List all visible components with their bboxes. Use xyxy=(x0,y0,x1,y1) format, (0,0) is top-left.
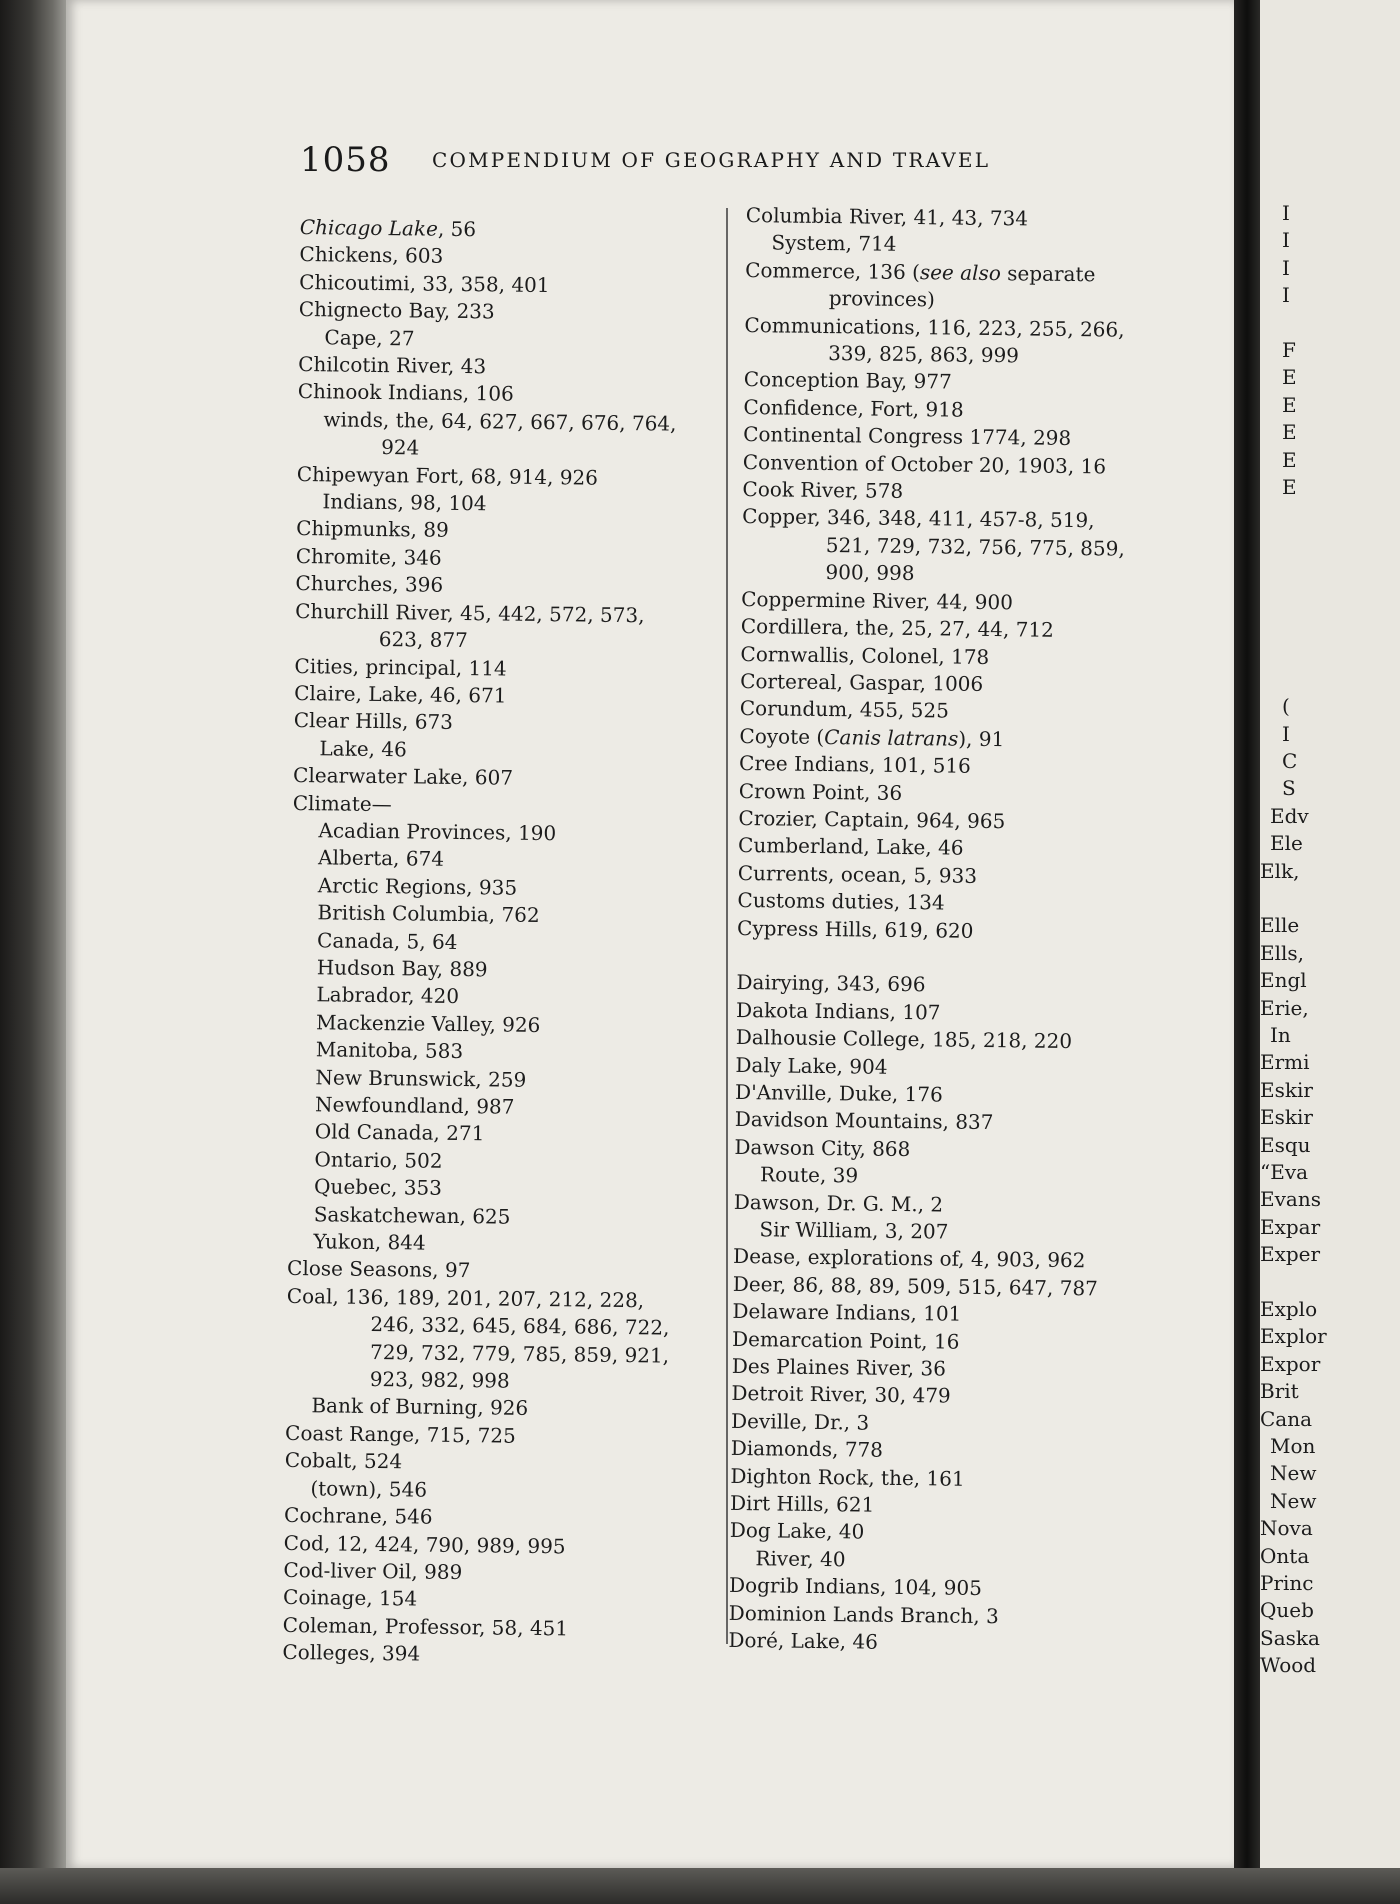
index-entry xyxy=(737,915,1173,948)
index-entry xyxy=(728,1627,1164,1660)
index-entry-text: Chipewyan Fort, 68, 914, 926 xyxy=(296,461,599,490)
index-entry-text: Bank of Burning, 926 xyxy=(311,1393,529,1421)
index-entry-text: Arctic Regions, 935 xyxy=(317,873,518,900)
index-entry-text: 923, 982, 998 xyxy=(369,1367,510,1393)
facing-page-fragment: Edv xyxy=(1270,803,1309,828)
index-entry-text: Chromite, 346 xyxy=(295,543,442,570)
facing-page-fragment: Cana xyxy=(1260,1406,1313,1431)
book-spine-edge xyxy=(0,0,66,1904)
facing-page-fragment: Ele xyxy=(1270,831,1303,856)
index-entry-text: Detroit River, 30, 479 xyxy=(731,1381,951,1409)
index-entry-text: Claire, Lake, 46, 671 xyxy=(294,680,507,708)
index-entry-text: Copper, 346, 348, 411, 457-8, 519, xyxy=(742,504,1095,533)
index-entry-text: Coppermine River, 44, 900 xyxy=(741,586,1014,614)
index-entry-text: Manitoba, 583 xyxy=(315,1037,464,1064)
index-entry-text: Deer, 86, 88, 89, 509, 515, 647, 787 xyxy=(732,1271,1099,1301)
facing-page-fragment: Brit xyxy=(1260,1379,1299,1404)
index-entry-text: Cypress Hills, 619, 620 xyxy=(736,915,974,943)
facing-page-fragment: Evans xyxy=(1260,1187,1321,1212)
facing-page-fragment: Onta xyxy=(1260,1543,1310,1568)
facing-page-fragment: ( xyxy=(1282,694,1290,719)
facing-page-fragment: E xyxy=(1282,365,1297,390)
facing-page-fragment: Expar xyxy=(1260,1214,1321,1239)
index-entry-text: Dirt Hills, 621 xyxy=(729,1490,875,1517)
facing-page-fragment: E xyxy=(1282,447,1297,472)
facing-page-fragment: Expor xyxy=(1260,1351,1321,1376)
index-entry-text: Cochrane, 546 xyxy=(283,1502,433,1529)
index-entry xyxy=(284,1502,699,1534)
facing-page-fragment: E xyxy=(1282,392,1297,417)
index-entry-text: River, 40 xyxy=(755,1546,846,1572)
index-entry-text: Labrador, 420 xyxy=(316,982,460,1009)
index-entry-text: Ontario, 502 xyxy=(314,1147,443,1173)
index-entry-text: Dogrib Indians, 104, 905 xyxy=(728,1573,983,1601)
facing-page-fragment: Nova xyxy=(1260,1516,1313,1541)
index-entry-text: Demarcation Point, 16 xyxy=(731,1326,960,1354)
index-entry-text: 339, 825, 863, 999 xyxy=(828,341,1020,368)
index-entry-text: Coast Range, 715, 725 xyxy=(284,1420,516,1448)
index-entry-text: Crown Point, 36 xyxy=(738,778,903,805)
facing-page-fragment: Esqu xyxy=(1260,1132,1311,1157)
facing-page-fragment: Wood xyxy=(1260,1653,1317,1678)
index-entry-text: Doré, Lake, 46 xyxy=(728,1628,879,1654)
index-entry-text: Confidence, Fort, 918 xyxy=(743,394,964,422)
index-entry-text: System, 714 xyxy=(771,230,897,257)
index-entry-text: 623, 877 xyxy=(378,627,469,653)
index-entry-text: Clear Hills, 673 xyxy=(293,708,454,735)
index-entry-text: Old Canada, 271 xyxy=(314,1119,485,1146)
index-entry-text: D'Anville, Duke, 176 xyxy=(734,1079,943,1107)
facing-page-fragment: Erie, xyxy=(1260,995,1309,1020)
index-entry-text: Lake, 46 xyxy=(319,735,407,762)
facing-page-fragment: I xyxy=(1282,255,1290,280)
index-entry-text: Dawson City, 868 xyxy=(734,1134,911,1161)
index-entry-text: Dawson, Dr. G. M., 2 xyxy=(733,1189,944,1217)
index-entry-text: Chipmunks, 89 xyxy=(296,516,449,543)
index-entry-text: Cumberland, Lake, 46 xyxy=(737,833,964,861)
facing-page-fragment: I xyxy=(1282,721,1290,746)
column-divider xyxy=(726,208,728,1644)
index-entry-text: Dease, explorations of, 4, 903, 962 xyxy=(732,1244,1086,1273)
index-entry-text: Des Plaines River, 36 xyxy=(731,1353,947,1381)
index-entry-text: 521, 729, 732, 756, 775, 859, xyxy=(825,532,1125,561)
index-entry-text: British Columbia, 762 xyxy=(317,900,540,928)
index-entry-text: provinces) xyxy=(828,286,936,312)
index-entry-text: Diamonds, 778 xyxy=(730,1436,884,1463)
index-entry-text: Coinage, 154 xyxy=(282,1585,418,1611)
facing-page-fragment: Princ xyxy=(1260,1571,1314,1595)
index-entry-text: Saskatchewan, 625 xyxy=(313,1201,511,1229)
index-entry-text: Columbia River, 41, 43, 734 xyxy=(745,202,1029,231)
index-entry-text: (town), 546 xyxy=(310,1475,428,1502)
index-entry-text: Cobalt, 524 xyxy=(284,1448,403,1474)
facing-page-fragment: Ermi xyxy=(1260,1050,1310,1075)
index-entry-text: winds, the, 64, 627, 667, 676, 764, xyxy=(323,407,677,436)
facing-page xyxy=(1260,0,1400,1890)
book-gutter xyxy=(1234,0,1260,1904)
facing-page-fragment: I xyxy=(1282,228,1290,253)
index-entry-text: Crozier, Captain, 964, 965 xyxy=(738,805,1006,834)
page-bottom-edge xyxy=(0,1868,1400,1904)
index-entry-text: Cortereal, Gaspar, 1006 xyxy=(740,668,984,696)
index-entry-text: Chicoutimi, 33, 358, 401 xyxy=(299,269,550,297)
page-number: 1058 xyxy=(300,140,391,180)
index-entry-text: Coyote (Canis latrans), 91 xyxy=(739,723,1005,751)
index-entry-text: Chinook Indians, 106 xyxy=(297,379,514,407)
index-entry-text: Churchill River, 45, 442, 572, 573, xyxy=(295,598,645,627)
index-entry-text: Delaware Indians, 101 xyxy=(732,1299,962,1326)
index-entry-text: Dalhousie College, 185, 218, 220 xyxy=(735,1025,1073,1054)
index-entry-text: Clearwater Lake, 607 xyxy=(292,763,514,790)
facing-page-fragment: S xyxy=(1282,776,1296,801)
index-entry-text: Cook River, 578 xyxy=(742,477,904,504)
index-entry-text: Chickens, 603 xyxy=(299,242,444,269)
index-entry-text: Alberta, 674 xyxy=(317,845,445,872)
index-entry-text: Chignecto Bay, 233 xyxy=(298,297,495,324)
index-entry-text: 900, 998 xyxy=(825,560,915,586)
index-entry-text: Yukon, 844 xyxy=(313,1229,426,1255)
facing-page-fragment: I xyxy=(1282,201,1290,225)
index-entry xyxy=(293,762,708,794)
facing-page-fragment: E xyxy=(1282,475,1297,499)
index-entry-text: Chilcotin River, 43 xyxy=(298,352,487,379)
index-entry-text: Communications, 116, 223, 255, 266, xyxy=(744,312,1125,342)
index-entry-text: Dominion Lands Branch, 3 xyxy=(728,1600,999,1628)
facing-page-fragment: Elk, xyxy=(1260,858,1300,883)
index-entry-text: Dog Lake, 40 xyxy=(729,1518,865,1545)
index-entry-text: Hudson Bay, 889 xyxy=(316,955,488,982)
index-entry-text: Cape, 27 xyxy=(324,324,415,351)
index-entry-text: Conception Bay, 977 xyxy=(743,367,952,394)
index-entry-text: Climate— xyxy=(292,790,392,816)
facing-page-fragment: In xyxy=(1270,1023,1291,1047)
index-entry-text: Quebec, 353 xyxy=(313,1174,443,1201)
index-entry-text: Newfoundland, 987 xyxy=(314,1092,515,1119)
index-entry-text: Canada, 5, 64 xyxy=(316,927,458,954)
index-entry-text: Continental Congress 1774, 298 xyxy=(743,422,1072,451)
index-entry xyxy=(282,1639,697,1671)
index-entry-continuation xyxy=(295,625,710,657)
index-entry-text: Route, 39 xyxy=(759,1162,859,1188)
index-entry-text: Cod, 12, 424, 790, 989, 995 xyxy=(283,1530,566,1558)
index-entry-text: Corundum, 455, 525 xyxy=(739,696,950,723)
index-column-right xyxy=(728,202,1182,1660)
facing-page-fragment: Eskir xyxy=(1260,1077,1313,1102)
index-entry-text: Sir William, 3, 207 xyxy=(759,1217,949,1244)
index-entry-text: Dighton Rock, the, 161 xyxy=(730,1463,965,1491)
index-entry-text: Cornwallis, Colonel, 178 xyxy=(740,641,990,669)
facing-page-fragment: C xyxy=(1282,749,1298,773)
index-entry-text: Coleman, Professor, 58, 451 xyxy=(282,1612,569,1641)
index-entry-text: Customs duties, 134 xyxy=(737,888,945,915)
facing-page-fragment: Explor xyxy=(1260,1324,1327,1349)
facing-page-fragment: Elle xyxy=(1260,913,1300,938)
facing-page-fragment: Engl xyxy=(1260,968,1307,993)
index-entry-text: Deville, Dr., 3 xyxy=(730,1408,870,1435)
running-title: COMPENDIUM OF GEOGRAPHY AND TRAVEL xyxy=(432,148,991,172)
facing-page-fragment: “Eva xyxy=(1260,1160,1309,1184)
facing-page-fragment: I xyxy=(1282,283,1290,308)
facing-page-fragment: Saska xyxy=(1260,1625,1320,1650)
index-entry-text: Dakota Indians, 107 xyxy=(735,997,941,1025)
index-entry-text: New Brunswick, 259 xyxy=(315,1064,527,1092)
facing-page-fragment: Mon xyxy=(1270,1434,1316,1458)
index-entry-text: Cod-liver Oil, 989 xyxy=(283,1557,463,1584)
index-entry-text: Chicago Lake, 56 xyxy=(299,214,477,242)
index-entry-text: Davidson Mountains, 837 xyxy=(734,1107,994,1135)
facing-page-fragment: Ells, xyxy=(1260,940,1305,965)
index-entry-text: Cree Indians, 101, 516 xyxy=(738,751,971,778)
index-entry-text: Churches, 396 xyxy=(295,571,444,598)
index-entry-text: Daly Lake, 904 xyxy=(735,1052,888,1079)
facing-page-fragment: Eskir xyxy=(1260,1105,1313,1130)
facing-page-fragment: E xyxy=(1282,420,1297,445)
index-entry-text: Mackenzie Valley, 926 xyxy=(315,1010,541,1037)
facing-page-fragment: Queb xyxy=(1260,1598,1314,1623)
index-entry-text: Acadian Provinces, 190 xyxy=(318,818,557,846)
index-entry-text: Colleges, 394 xyxy=(282,1640,421,1666)
index-entry-text: Currents, ocean, 5, 933 xyxy=(737,860,978,888)
index-entry-text: Close Seasons, 97 xyxy=(286,1256,471,1283)
index-entry-text: Dairying, 343, 696 xyxy=(736,970,926,997)
index-entry-text: Cities, principal, 114 xyxy=(294,653,507,681)
index-entry-text: Convention of October 20, 1903, 16 xyxy=(742,449,1107,479)
facing-page-fragment: New xyxy=(1270,1488,1317,1513)
facing-page-fragment: F xyxy=(1282,338,1296,362)
running-head xyxy=(300,140,1060,190)
index-entry-text: Commerce, 136 (see also separate xyxy=(745,257,1096,287)
index-entry-text: Cordillera, the, 25, 27, 44, 712 xyxy=(740,614,1055,642)
index-entry-text: Coal, 136, 189, 201, 207, 212, 228, xyxy=(286,1283,645,1313)
facing-page-fragment: New xyxy=(1270,1461,1317,1486)
index-entry-text: Indians, 98, 104 xyxy=(322,489,487,516)
index-entry-text: 729, 732, 779, 785, 859, 921, xyxy=(369,1339,670,1368)
facing-page-fragment: Explo xyxy=(1260,1297,1318,1321)
index-entry-text: 924 xyxy=(381,435,420,460)
index-entry-text: 246, 332, 645, 684, 686, 722, xyxy=(370,1312,670,1340)
index-column-left xyxy=(282,214,715,1671)
facing-page-fragment: Exper xyxy=(1260,1242,1321,1267)
